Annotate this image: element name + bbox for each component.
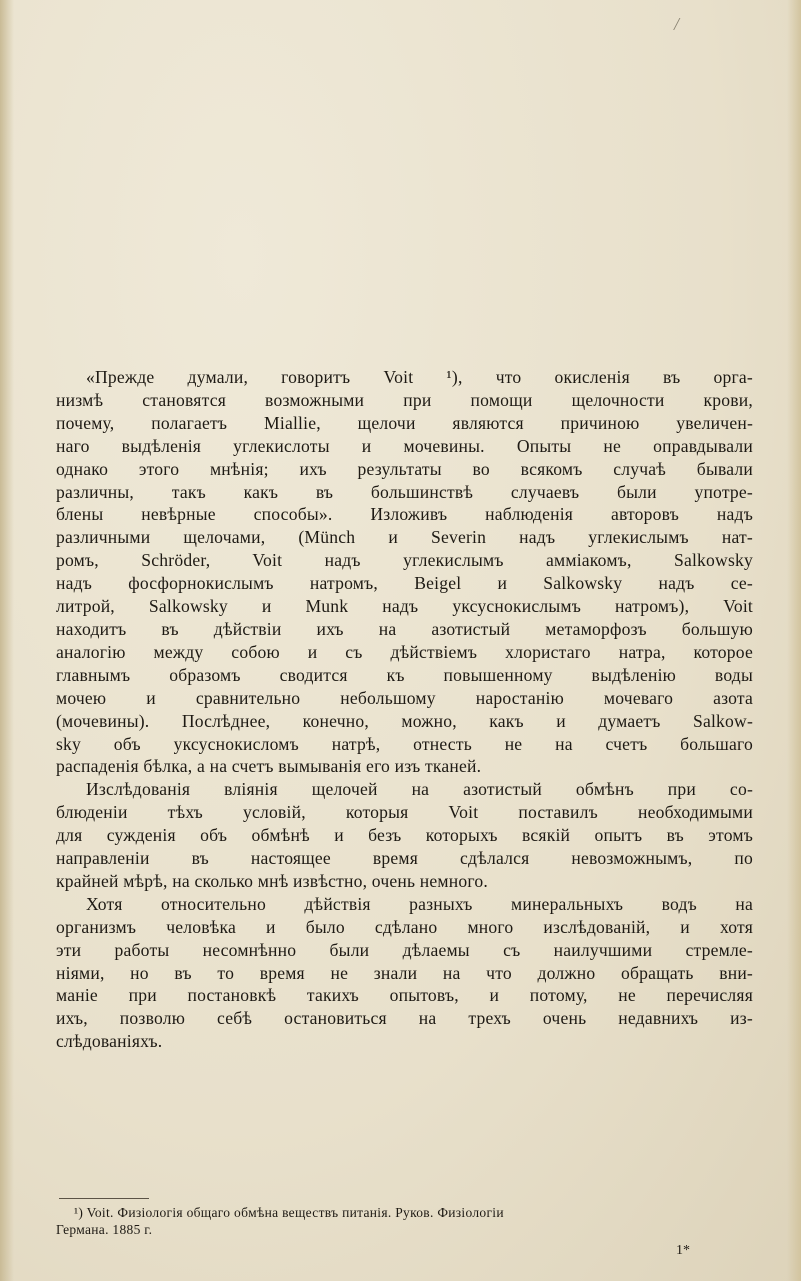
footnote-line: ¹) Voit. Физіологія общаго обмѣна веществъ питанія. Руков. Физіологіи bbox=[74, 1205, 504, 1220]
text-line: эти работы несомнѣнно были дѣлаемы съ наилучшими стремле- bbox=[56, 939, 753, 960]
text-line: распаденія бѣлка, а на счетъ вымыванія его изъ тканей. bbox=[56, 756, 482, 777]
text-line: различны, такъ какъ въ большинствѣ случаевъ были употре- bbox=[56, 481, 753, 502]
text-line: ихъ, позволю себѣ остановиться на трехъ очень недавнихъ из- bbox=[56, 1008, 753, 1029]
text-line: почему, полагаетъ Miallie, щелочи являются причиною увеличен- bbox=[56, 412, 753, 433]
pencil-mark: / bbox=[674, 14, 680, 34]
text-line: организмъ человѣка и было сдѣлано много изслѣдованій, и хотя bbox=[56, 916, 753, 937]
text-line: маніе при постановкѣ такихъ опытовъ, и потому, не перечисляя bbox=[56, 985, 753, 1006]
text-line: литрой, Salkowsky и Munk надъ уксуснокислымъ натромъ), Voit bbox=[56, 596, 753, 617]
paragraph-3 bbox=[56, 893, 753, 1053]
text-line: надъ фосфорнокислымъ натромъ, Beigel и Salkowsky надъ се- bbox=[56, 573, 753, 594]
paragraph-1 bbox=[56, 366, 753, 778]
signature-mark: 1* bbox=[676, 1243, 690, 1258]
text-line: находитъ въ дѣйствіи ихъ на азотистый метаморфозъ большую bbox=[56, 618, 753, 639]
text-line: ромъ, Schröder, Voit надъ углекислымъ амміакомъ, Salkowsky bbox=[56, 550, 753, 571]
page-edge-left bbox=[0, 0, 14, 1281]
text-line: блены невѣрные способы». Изложивъ наблюденія авторовъ надъ bbox=[56, 504, 753, 525]
text-line: различными щелочами, (Münch и Severin надъ углекислымъ нат- bbox=[56, 527, 753, 548]
text-line: (мочевины). Послѣднее, конечно, можно, какъ и думаетъ Salkow- bbox=[56, 710, 753, 731]
text-line: Изслѣдованія вліянія щелочей на азотистый обмѣнъ при со- bbox=[86, 779, 753, 800]
text-line: блюденіи тѣхъ условій, которыя Voit поставилъ необходимыми bbox=[56, 802, 753, 823]
text-line: Хотя относительно дѣйствія разныхъ минеральныхъ водъ на bbox=[86, 893, 753, 914]
text-line: крайней мѣрѣ, на сколько мнѣ извѣстно, очень немного. bbox=[56, 870, 488, 891]
text-line: мочею и сравнительно небольшому наростанію мочеваго азота bbox=[56, 687, 753, 708]
text-line: «Прежде думали, говоритъ Voit ¹), что окисленія въ орга- bbox=[86, 367, 753, 387]
text-line: ніями, но въ то время не знали на что должно обращать вни- bbox=[56, 962, 753, 983]
text-line: для сужденія объ обмѣнѣ и безъ которыхъ всякій опытъ въ этомъ bbox=[56, 825, 753, 846]
text-line: аналогію между собою и съ дѣйствіемъ хлористаго натра, которое bbox=[56, 641, 753, 662]
text-line: низмѣ становятся возможными при помощи щелочности крови, bbox=[56, 389, 753, 410]
footnote-rule bbox=[59, 1198, 149, 1199]
text-line: слѣдованіяхъ. bbox=[56, 1031, 163, 1052]
footnote-line: Германа. 1885 г. bbox=[56, 1222, 153, 1237]
text-line: наго выдѣленія углекислоты и мочевины. Опыты не оправдывали bbox=[56, 435, 753, 456]
page-edge-right bbox=[787, 0, 801, 1281]
body-text bbox=[56, 366, 753, 1053]
paragraph-2 bbox=[56, 778, 753, 893]
text-line: однако этого мнѣнія; ихъ результаты во всякомъ случаѣ бывали bbox=[56, 458, 753, 479]
footnote bbox=[56, 1204, 753, 1238]
text-line: направленіи въ настоящее время сдѣлался невозможнымъ, по bbox=[56, 848, 753, 869]
text-line: sky объ уксуснокисломъ натрѣ, отнесть не на счетъ большаго bbox=[56, 733, 753, 754]
text-line: главнымъ образомъ сводится къ повышенному выдѣленію воды bbox=[56, 664, 753, 685]
